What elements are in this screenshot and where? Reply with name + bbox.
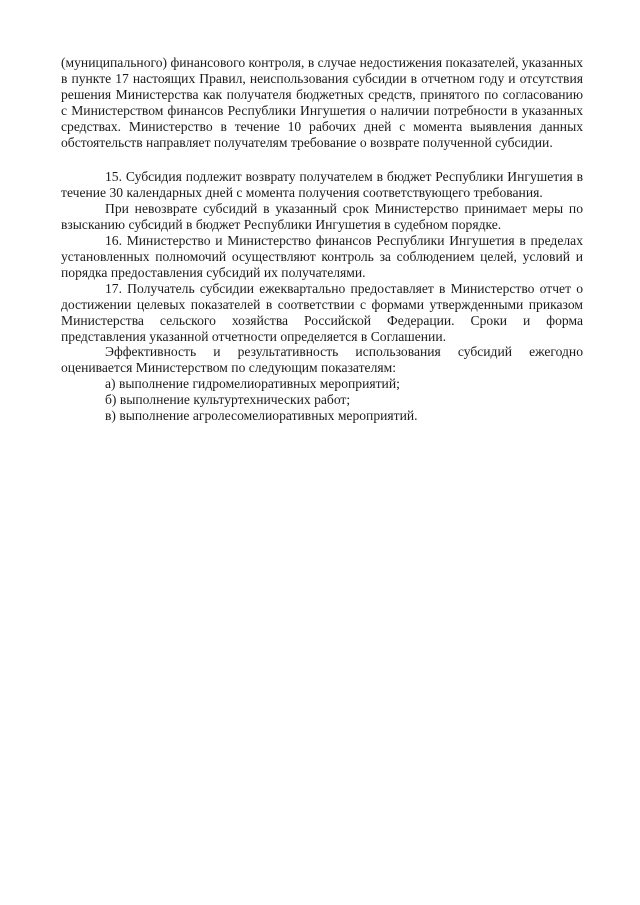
paragraph-item-17: 17. Получатель субсидии ежеквартально предоставляет в Министерство отчет о достижении целевых показателей в соответствии с формами утвержденными приказом Министерства сельского хозяйства Российской Федерации. Сроки и форма представления указанной отчетности определяется в Соглашении. (61, 280, 583, 344)
paragraph-item-16: 16. Министерство и Министерство финансов Республики Ингушетия в пределах установленных полномочий осуществляют контроль за соблюдением целей, условий и порядка предоставления субсидий их получателями. (61, 233, 583, 280)
paragraph-efficiency: Эффективность и результативность использования субсидий ежегодно оценивается Министерством по следующим показателям: (61, 344, 583, 376)
list-item-a: а) выполнение гидромелиоративных мероприятий; (105, 376, 400, 392)
list-item-b: б) выполнение культуртехнических работ; (105, 392, 351, 408)
paragraph-item-15: 15. Субсидия подлежит возврату получателем в бюджет Республики Ингушетия в течение 30 календарных дней с момента получения соответствующего требования. (61, 169, 583, 201)
paragraph-gap (61, 150, 583, 169)
paragraph-continuation: (муниципального) финансового контроля, в случае недостижения показателей, указанных в пункте 17 настоящих Правил, неиспользования субсидии в отчетном году и отсутствия решения Министерства как получателя бюджетных средств, принятого по согласованию с Министерством финансов Республики Ингушетия о наличии потребности в указанных средствах. Министерство в течение 10 рабочих дней с момента выявления данных обстоятельств направляет получателям требование о возврате полученной субсидии. (61, 55, 583, 150)
list-item-c: в) выполнение агролесомелиоративных мероприятий. (105, 408, 418, 424)
paragraph-refund-enforcement: При невозврате субсидий в указанный срок Министерство принимает меры по взысканию субсидий в бюджет Республики Ингушетия в судебном порядке. (61, 201, 583, 233)
document-body (61, 55, 583, 424)
